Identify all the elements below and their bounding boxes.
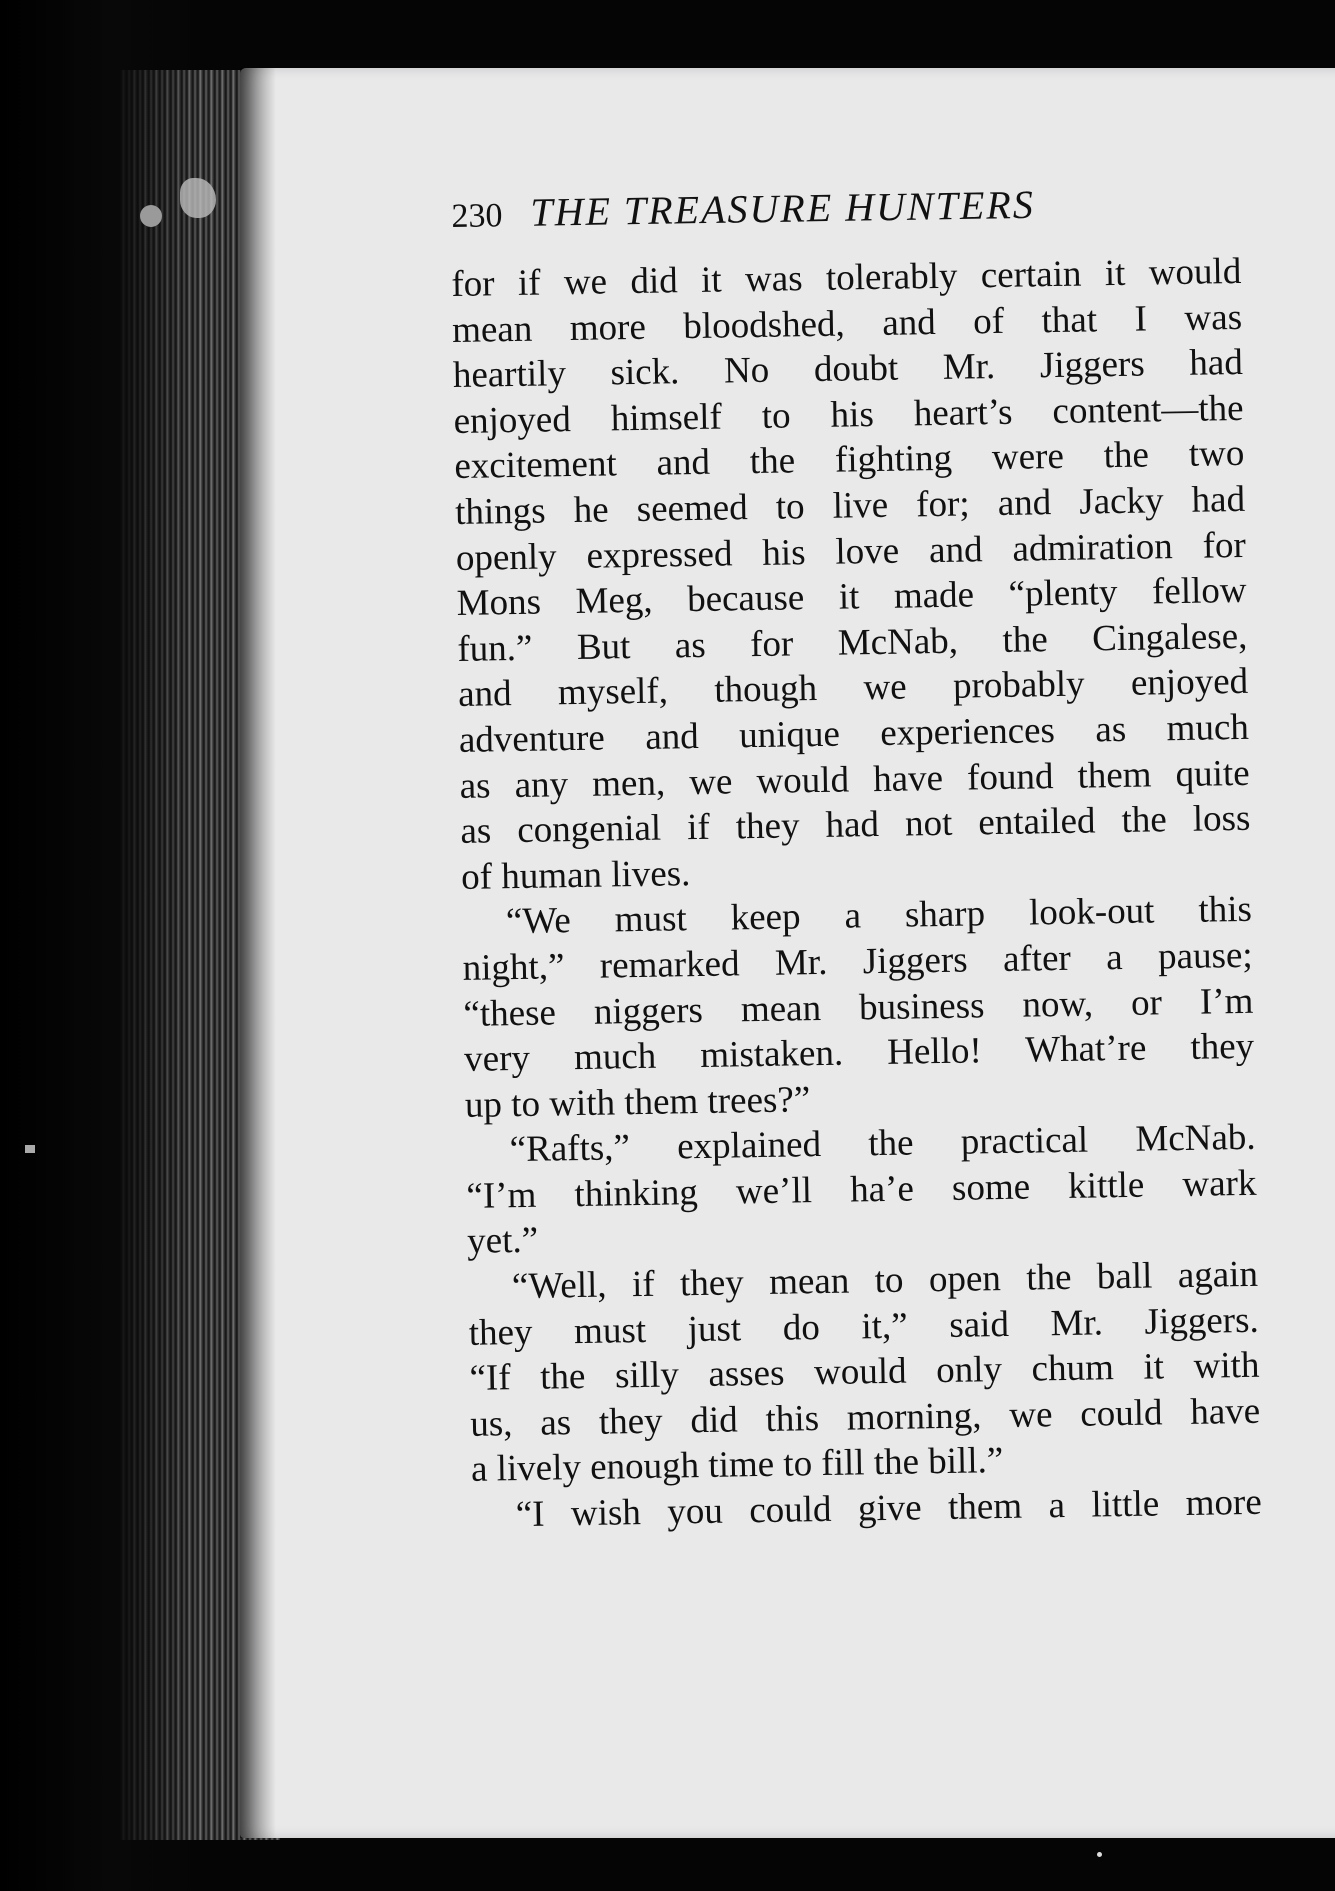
scan-speck [180,178,216,218]
text-line: “We must keep a sharp look-out this [505,889,1253,943]
text-line: “I’m thinking we’ll ha’e some kittle wark [466,1162,1257,1217]
dark-background [0,0,200,1891]
running-head: THE TREASURE HUNTERS [530,181,1036,235]
text-line: as congenial if they had not entailed the loss [460,797,1251,853]
text-line: Mons Meg, because it made “plenty fellow [456,570,1247,625]
text-line: night,” remarked Mr. Jiggers after a pause; [462,934,1253,989]
text-line: up to with them trees?” [464,1078,811,1126]
text-line: very much mistaken. Hello! What’re they [463,1025,1255,1080]
text-line: adventure and unique experiences as much [458,706,1250,761]
text-line: “I wish you could give them a little more [515,1481,1263,1536]
text-line: openly expressed his love and admiration for [455,524,1247,579]
text-line: a lively enough time to fill the bill.” [470,1440,1004,1491]
text-line: “If the silly asses would only chum it with [469,1345,1260,1400]
text-line: and myself, though we probably enjoyed [457,661,1249,716]
text-line: of human lives. [460,852,691,898]
text-line: “these niggers mean business now, or I’m [463,980,1254,1035]
text-line: mean more bloodshed, and of that I was [451,296,1243,351]
text-line: heartily sick. No doubt Mr. Jiggers had [452,342,1244,397]
text-line: things he seemed to live for; and Jacky had [454,478,1246,533]
text-line: for if we did it was tolerably certain it would [451,250,1242,305]
text-line: excitement and the fighting were the two [454,433,1245,488]
scan-speck [140,205,162,227]
text-line: enjoyed himself to his heart’s content—the [453,387,1244,442]
page-number: 230 [451,197,503,235]
page-gutter-shadow [240,68,276,1838]
scan-speck [25,1145,35,1153]
text-line: as any men, we would have found them quite [459,752,1250,807]
body-text [451,249,1262,1539]
text-line: “Rafts,” explained the practical McNab. [509,1117,1256,1171]
text-line: us, as they did this morning, we could have [469,1390,1261,1445]
text-line: yet.” [466,1220,539,1263]
text-line: fun.” But as for McNab, the Cingalese, [457,615,1248,670]
text-line: they must just do it,” said Mr. Jiggers. [468,1299,1259,1354]
text-line: “Well, if they mean to open the ball again [511,1253,1259,1308]
scan-speck [1097,1852,1102,1857]
